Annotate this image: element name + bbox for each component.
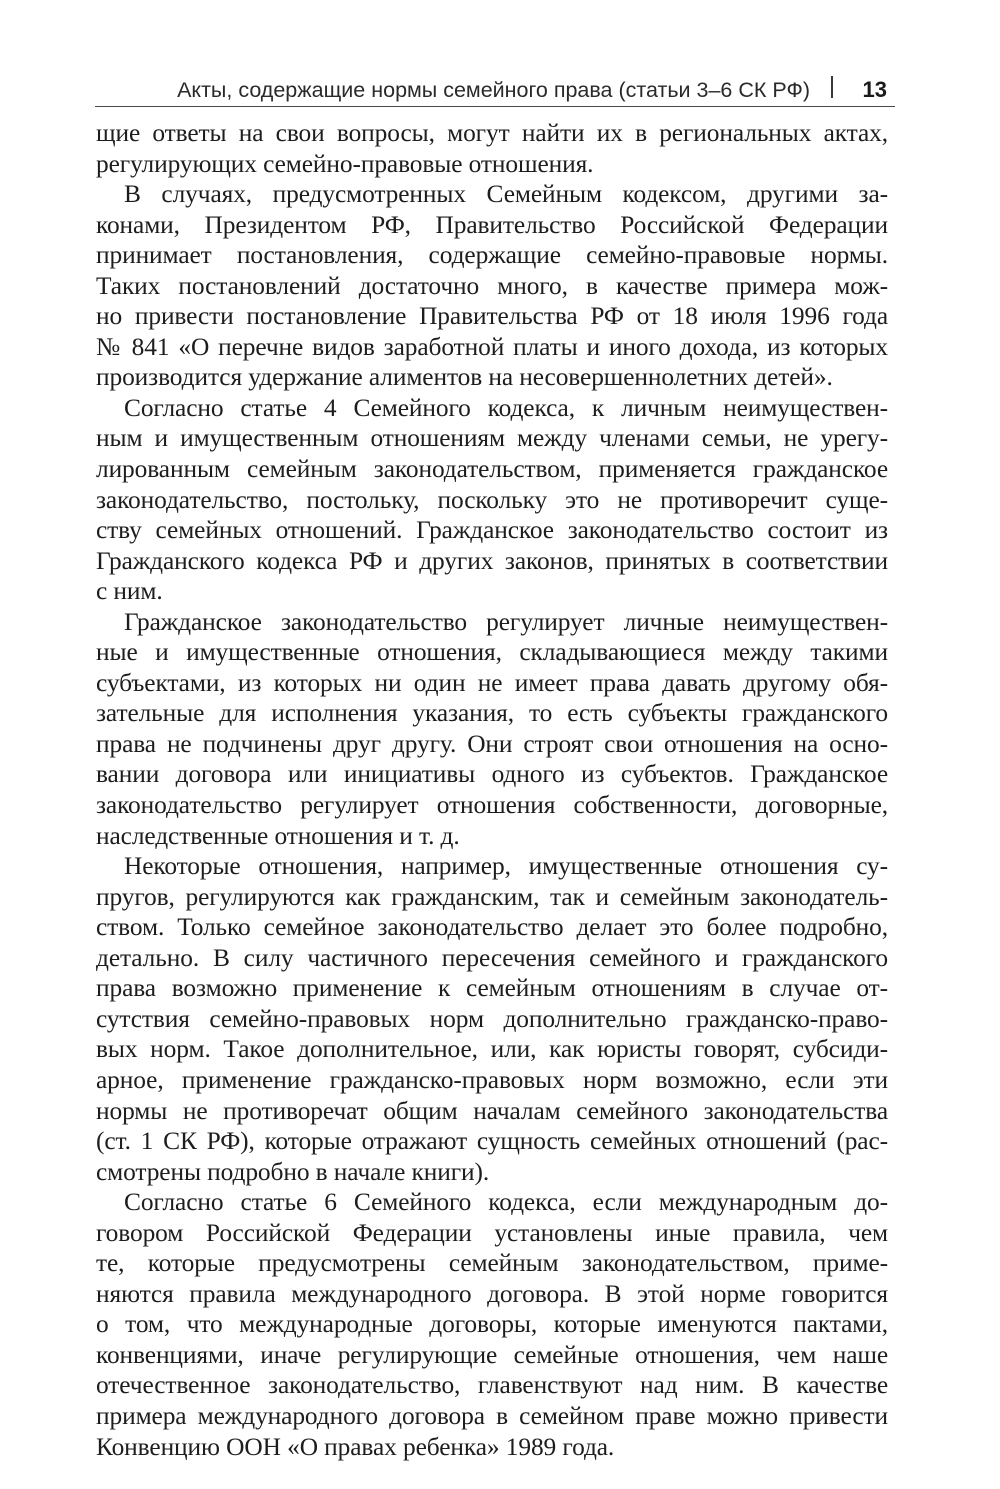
text-line: законодательство, постольку, поскольку это не противоречит суще-	[96, 485, 888, 514]
text-line: права возможно применение к семейным отношениям в случае от-	[96, 974, 888, 1003]
text-line: законодательство регулирует отношения собственности, договорные,	[96, 791, 888, 820]
text-line: няются правила международного договора. В этой норме говорится	[96, 1279, 888, 1308]
text-line: зательные для исполнения указания, то есть субъекты гражданского	[96, 699, 888, 728]
text-line: субъектами, из которых ни один не имеет права давать другому обя-	[96, 668, 888, 697]
text-line: ные и имущественные отношения, складывающиеся между такими	[96, 638, 888, 667]
text-line: Согласно статье 4 Семейного кодекса, к личным неимуществен-	[124, 393, 888, 422]
text-line: нормы не противоречат общим началам семейного законодательства	[96, 1096, 888, 1125]
text-line: Конвенцию ООН «О правах ребенка» 1989 года.	[96, 1432, 615, 1461]
text-line: ству семейных отношений. Гражданское законодательство состоит из	[96, 516, 888, 545]
text-line: арное, применение гражданско-правовых норм возможно, если эти	[96, 1065, 888, 1094]
text-line: регулирующих семейно-правовые отношения.	[96, 149, 594, 178]
text-line: примера международного договора в семейном праве можно привести	[96, 1401, 888, 1430]
text-line: о том, что международные договоры, которые именуются пактами,	[96, 1310, 888, 1339]
text-line: Гражданского кодекса РФ и других законов, принятых в соответствии	[96, 546, 888, 575]
text-line: отечественное законодательство, главенствуют над ним. В качестве	[96, 1371, 888, 1400]
text-line: вых норм. Такое дополнительное, или, как юристы говорят, субсиди-	[96, 1035, 888, 1064]
text-line: наследственные отношения и т. д.	[96, 821, 460, 850]
text-line: (ст. 1 СК РФ), которые отражают сущность семейных отношений (рас-	[96, 1127, 888, 1156]
running-head	[95, 72, 895, 107]
text-line: конами, Президентом РФ, Правительство Российской Федерации	[96, 210, 888, 239]
text-line: конвенциями, иначе регулирующие семейные отношения, чем наше	[96, 1340, 888, 1369]
text-line: вании договора или инициативы одного из субъектов. Гражданское	[96, 760, 888, 789]
text-line: Согласно статье 6 Семейного кодекса, если международным до-	[124, 1188, 888, 1217]
text-line: Некоторые отношения, например, имущественные отношения су-	[124, 852, 888, 881]
text-body	[96, 118, 888, 1462]
page-number: 13	[862, 77, 887, 102]
text-line: Гражданское законодательство регулирует личные неимуществен-	[124, 607, 888, 636]
running-title: Акты, содержащие нормы семейного права (статьи 3–6 СК РФ)	[177, 78, 810, 102]
text-line: но привести постановление Правительства РФ от 18 июля 1996 года	[96, 302, 888, 331]
text-line: щие ответы на свои вопросы, могут найти их в региональных актах,	[96, 119, 888, 147]
text-line: ством. Только семейное законодательство делает это более подробно,	[96, 913, 888, 942]
text-line: ным и имущественным отношениям между членами семьи, не урегу-	[96, 424, 888, 453]
text-line: те, которые предусмотрены семейным законодательством, приме-	[96, 1249, 888, 1278]
text-line: лированным семейным законодательством, применяется гражданское	[96, 455, 888, 484]
text-line: Таких постановлений достаточно много, в качестве примера мож-	[96, 271, 888, 300]
text-line: В случаях, предусмотренных Семейным кодексом, другими за-	[124, 180, 888, 209]
header-separator	[831, 76, 833, 98]
text-line: производится удержание алиментов на несовершеннолетних детей».	[96, 363, 833, 392]
text-line: с ним.	[96, 577, 163, 606]
text-line: № 841 «О перечне видов заработной платы и иного дохода, из которых	[96, 332, 888, 361]
text-line: детально. В силу частичного пересечения семейного и гражданского	[96, 943, 888, 972]
text-line: смотрены подробно в начале книги).	[96, 1157, 490, 1186]
text-line: говором Российской Федерации установлены иные правила, чем	[96, 1218, 888, 1247]
text-line: сутствия семейно-правовых норм дополнительно гражданско-право-	[96, 1004, 888, 1033]
text-line: принимает постановления, содержащие семейно-правовые нормы.	[96, 241, 888, 270]
text-line: пругов, регулируются как гражданским, так и семейным законодатель-	[96, 882, 888, 911]
text-line: права не подчинены друг другу. Они строят свои отношения на осно-	[96, 729, 888, 758]
